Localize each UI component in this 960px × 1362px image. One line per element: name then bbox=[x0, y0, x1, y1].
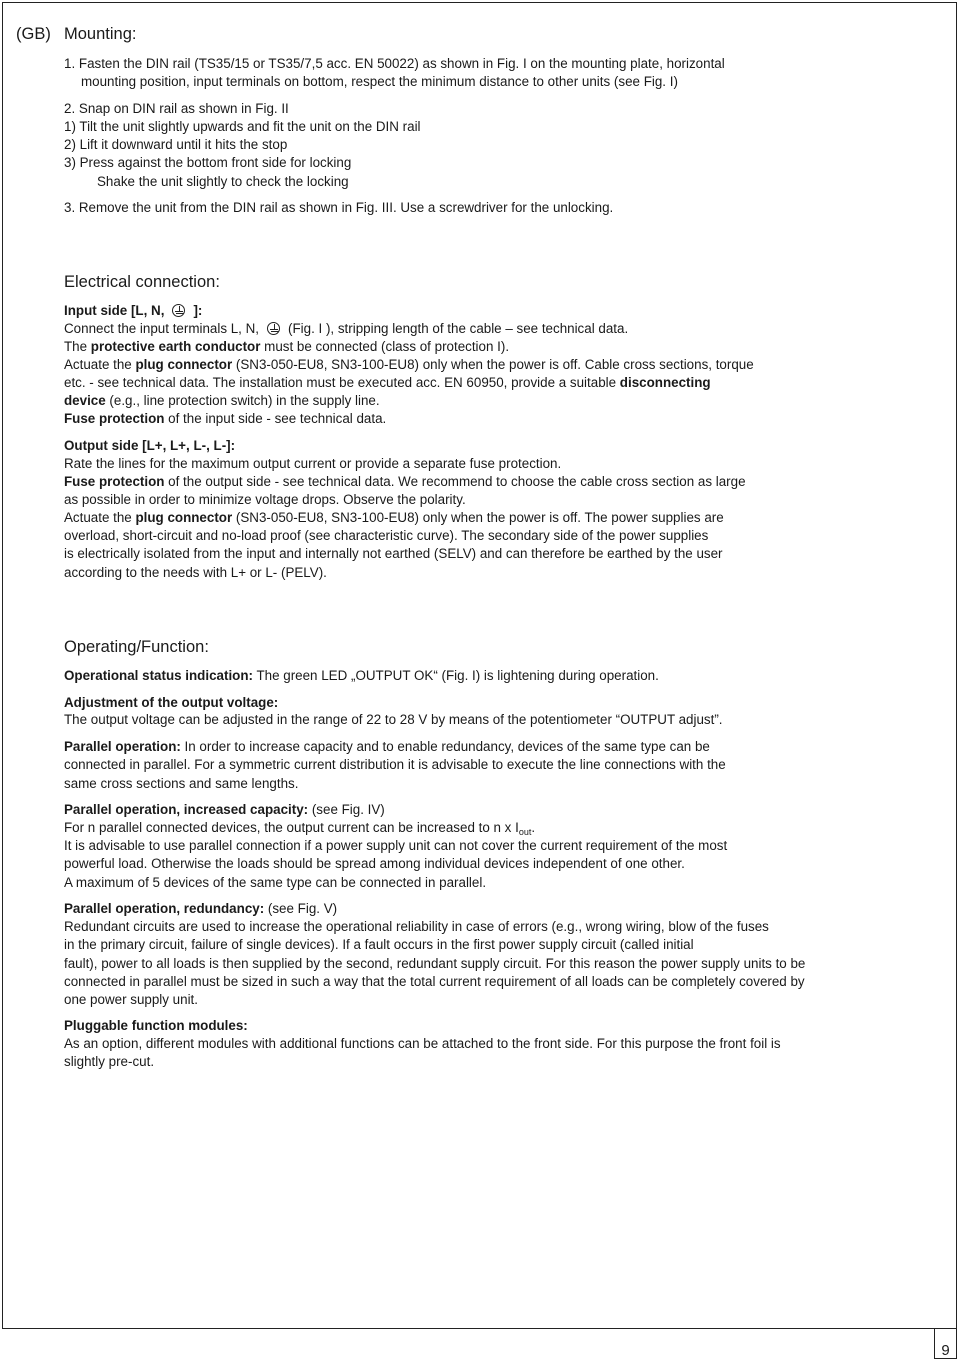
mounting-step-3: 3. Remove the unit from the DIN rail as shown in Fig. III. Use a screwdriver for the unlocking. bbox=[64, 200, 614, 215]
redundancy-line-1: Redundant circuits are used to increase the operational reliability in case of errors (e.g., wrong wiring, blow of the fuses bbox=[64, 919, 769, 934]
redundancy-line-3: fault), power to all loads is then supplied by the second, redundant supply circuit. For this reason the power supply units to be bbox=[64, 956, 806, 971]
mounting-substep-3: 3) Press against the bottom front side for locking bbox=[64, 155, 352, 170]
capacity-line-2: It is advisable to use parallel connection if a power supply unit can not cover the current requirement of the most bbox=[64, 838, 728, 853]
language-tag: (GB) bbox=[16, 25, 51, 43]
mounting-substep-note: Shake the unit slightly to check the locking bbox=[97, 174, 349, 189]
redundancy-line-5: one power supply unit. bbox=[64, 992, 198, 1007]
redundancy-line-4: connected in parallel must be sized in such a way that the total current requirement of all loads can be completely covered by bbox=[64, 974, 805, 989]
output-line-3: as possible in order to minimize voltage drops. Observe the polarity. bbox=[64, 492, 466, 507]
adjustment-title: Adjustment of the output voltage: bbox=[64, 695, 279, 710]
page-number: 9 bbox=[941, 1342, 950, 1359]
modules-line-1: As an option, different modules with additional functions can be attached to the front side. For this purpose the front foil is bbox=[64, 1036, 781, 1051]
input-line-2: The protective earth conductor must be connected (class of protection I). bbox=[64, 339, 510, 354]
capacity-line-1: For n parallel connected devices, the output current can be increased to n x $I_{out}$. bbox=[64, 820, 536, 837]
modules-title: Pluggable function modules: bbox=[64, 1018, 248, 1033]
redundancy-line-2: in the primary circuit, failure of single devices). If a fault occurs in the first power supply circuit (called initial bbox=[64, 937, 694, 952]
input-line-4: etc. - see technical data. The installation must be executed acc. EN 60950, provide a suitable disconnecting bbox=[64, 375, 711, 390]
status-indication: Operational status indication: The green LED „OUTPUT OK“ (Fig. I) is lightening during operation. bbox=[64, 668, 659, 683]
capacity-title: Parallel operation, increased capacity: (see Fig. IV) bbox=[64, 802, 385, 817]
protective-earth-icon bbox=[172, 304, 185, 317]
parallel-line-1: Parallel operation: In order to increase capacity and to enable redundancy, devices of the same type can be bbox=[64, 739, 710, 754]
input-line-5: device (e.g., line protection switch) in the supply line. bbox=[64, 393, 380, 408]
protective-earth-icon bbox=[267, 322, 280, 335]
operating-heading: Operating/Function: bbox=[64, 638, 209, 656]
mounting-step-1: 1. Fasten the DIN rail (TS35/15 or TS35/7,5 acc. EN 50022) as shown in Fig. I on the mounting plate, horizontal bbox=[64, 56, 725, 71]
output-line-1: Rate the lines for the maximum output current or provide a separate fuse protection. bbox=[64, 456, 562, 471]
mounting-heading: Mounting: bbox=[64, 25, 137, 43]
input-line-6: Fuse protection of the input side - see technical data. bbox=[64, 411, 387, 426]
output-line-6: is electrically isolated from the input and internally not earthed (SELV) and can therefore be earthed by the user bbox=[64, 546, 723, 561]
electrical-heading: Electrical connection: bbox=[64, 273, 220, 291]
mounting-step-2: 2. Snap on DIN rail as shown in Fig. II bbox=[64, 101, 289, 116]
output-line-4: Actuate the plug connector (SN3-050-EU8, SN3-100-EU8) only when the power is off. The power supplies are bbox=[64, 510, 724, 525]
capacity-line-4: A maximum of 5 devices of the same type can be connected in parallel. bbox=[64, 875, 487, 890]
mounting-substep-2: 2) Lift it downward until it hits the stop bbox=[64, 137, 288, 152]
mounting-substep-1: 1) Tilt the unit slightly upwards and fit the unit on the DIN rail bbox=[64, 119, 421, 134]
output-line-2: Fuse protection of the output side - see technical data. We recommend to choose the cable cross section as large bbox=[64, 474, 746, 489]
output-line-7: according to the needs with L+ or L- (PELV). bbox=[64, 565, 327, 580]
parallel-line-2: connected in parallel. For a symmetric current distribution it is advisable to execute the line connections with the bbox=[64, 757, 726, 772]
modules-line-2: slightly pre-cut. bbox=[64, 1054, 155, 1069]
redundancy-title: Parallel operation, redundancy: (see Fig. V) bbox=[64, 901, 338, 916]
output-side-title: Output side [L+, L+, L-, L-]: bbox=[64, 438, 236, 453]
input-line-3: Actuate the plug connector (SN3-050-EU8, SN3-100-EU8) only when the power is off. Cable cross sections, torque bbox=[64, 357, 754, 372]
input-line-1: Connect the input terminals L, N, (Fig. I ), stripping length of the cable – see technical data. bbox=[64, 321, 629, 336]
adjustment-line-1: The output voltage can be adjusted in the range of 22 to 28 V by means of the potentiometer “OUTPUT adjust”. bbox=[64, 712, 723, 727]
input-side-title: Input side [L, N, ]: bbox=[64, 303, 203, 318]
parallel-line-3: same cross sections and same lengths. bbox=[64, 776, 299, 791]
capacity-line-3: powerful load. Otherwise the loads should be spread among individual devices independent of one other. bbox=[64, 856, 685, 871]
mounting-step-1-cont: mounting position, input terminals on bottom, respect the minimum distance to other units (see Fig. I) bbox=[81, 74, 678, 89]
output-line-5: overload, short-circuit and no-load proof (see characteristic curve). The secondary side of the power supplies bbox=[64, 528, 709, 543]
